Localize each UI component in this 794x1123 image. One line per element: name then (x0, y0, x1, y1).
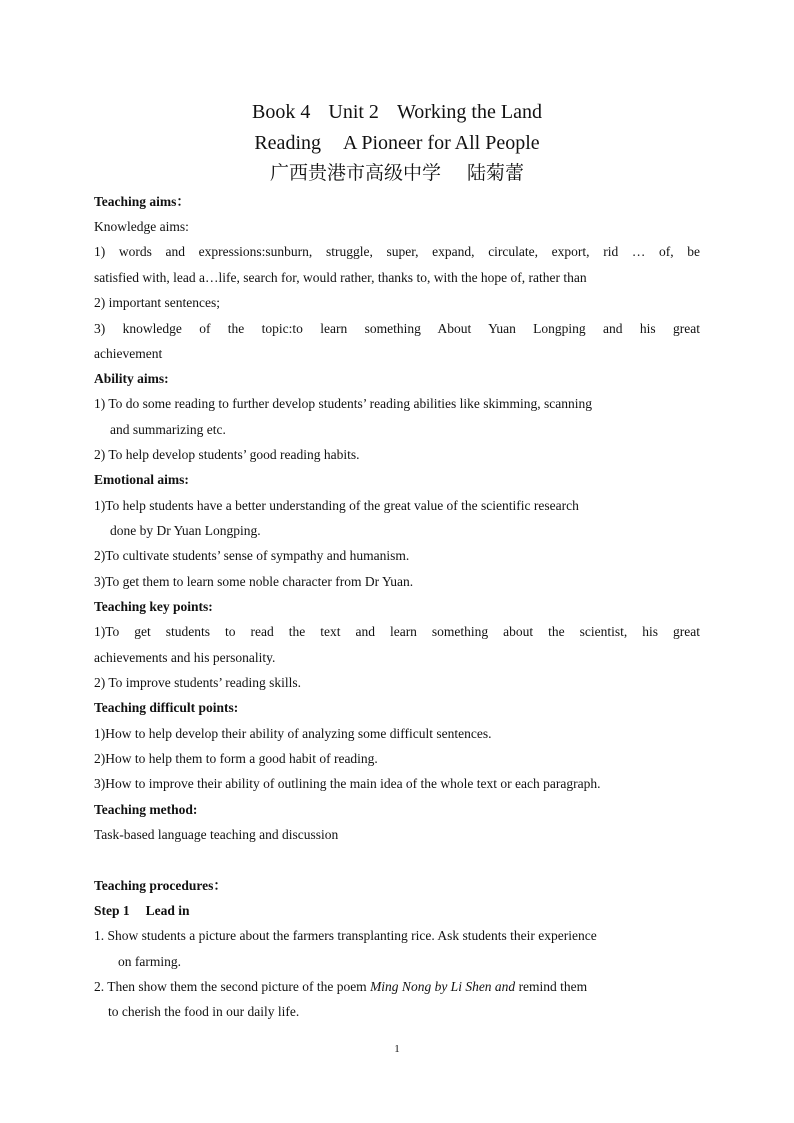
emotional-item-3: 3)To get them to learn some noble character from Dr Yuan. (94, 574, 414, 589)
emotional-aims-heading: Emotional aims: (94, 472, 189, 487)
teaching-aims-heading: Teaching aims： (94, 194, 190, 209)
key-points-item-1-line-2: achievements and his personality. (94, 650, 276, 665)
book-label: Book 4 (252, 101, 311, 123)
step-1-item-1-line-2: on farming. (118, 954, 181, 969)
teaching-method-heading: Teaching method: (94, 802, 198, 817)
knowledge-item-1-line-1: 1) words and expressions:sunburn, struggle, super, expand, circulate, export, rid … of, be (94, 244, 700, 259)
knowledge-item-3-line-1: 3) knowledge of the topic:to learn something About Yuan Longping and his great (94, 321, 700, 336)
ability-item-1-line-2: and summarizing etc. (110, 422, 226, 437)
knowledge-aims-heading: Knowledge aims: (94, 219, 189, 234)
title-line-2 (0, 131, 794, 155)
step-1-item-2-text-a: 2. Then show them the second picture of the poem (94, 979, 371, 994)
key-points-heading: Teaching key points: (94, 599, 213, 614)
knowledge-item-1-line-2: satisfied with, lead a…life, search for, would rather, thanks to, with the hope of, rather than (94, 270, 587, 285)
author-name: 陆菊蕾 (467, 162, 525, 184)
emotional-item-1-line-1: 1)To help students have a better understanding of the great value of the scientific research (94, 498, 579, 513)
difficult-points-heading: Teaching difficult points: (94, 700, 239, 715)
title-line-1 (0, 100, 794, 124)
step-1-item-2-line-1 (94, 978, 700, 996)
ability-aims-heading: Ability aims: (94, 371, 169, 386)
key-points-item-1-line-1: 1)To get students to read the text and learn something about the scientist, his great (94, 624, 700, 639)
step-1-item-2-line-2: to cherish the food in our daily life. (108, 1004, 300, 1019)
teaching-method-text: Task-based language teaching and discussion (94, 827, 339, 842)
key-points-item-2: 2) To improve students’ reading skills. (94, 675, 302, 690)
step-1-item-1-line-1: 1. Show students a picture about the farmers transplanting rice. Ask students their experience (94, 928, 597, 943)
difficult-points-item-3: 3)How to improve their ability of outlining the main idea of the whole text or each paragraph. (94, 776, 601, 791)
section-label: Reading (254, 132, 321, 154)
emotional-item-2: 2)To cultivate students’ sense of sympathy and humanism. (94, 548, 410, 563)
title-line-3 (0, 161, 794, 185)
poem-reference: Ming Nong by Li Shen and (370, 979, 516, 994)
knowledge-item-2: 2) important sentences; (94, 295, 220, 310)
difficult-points-item-1: 1)How to help develop their ability of analyzing some difficult sentences. (94, 726, 492, 741)
ability-item-2: 2) To help develop students’ good reading habits. (94, 447, 360, 462)
step-1-label: Step 1 (94, 903, 130, 918)
page-number: 1 (394, 1043, 400, 1055)
unit-label: Unit 2 (328, 101, 379, 123)
emotional-item-1-line-2: done by Dr Yuan Longping. (110, 523, 261, 538)
school-name: 广西贵港市高级中学 (269, 162, 441, 184)
step-1-item-2-text-b: remind them (515, 979, 588, 994)
step-1-title: Lead in (145, 903, 190, 918)
ability-item-1-line-1: 1) To do some reading to further develop students’ reading abilities like skimming, scanning (94, 396, 592, 411)
knowledge-item-3-line-2: achievement (94, 346, 163, 361)
step-1-heading (94, 902, 700, 920)
difficult-points-item-2: 2)How to help them to form a good habit of reading. (94, 751, 378, 766)
teaching-procedures-heading: Teaching procedures： (94, 878, 227, 893)
unit-topic: Working the Land (396, 101, 542, 123)
lesson-title: A Pioneer for All People (343, 132, 540, 154)
